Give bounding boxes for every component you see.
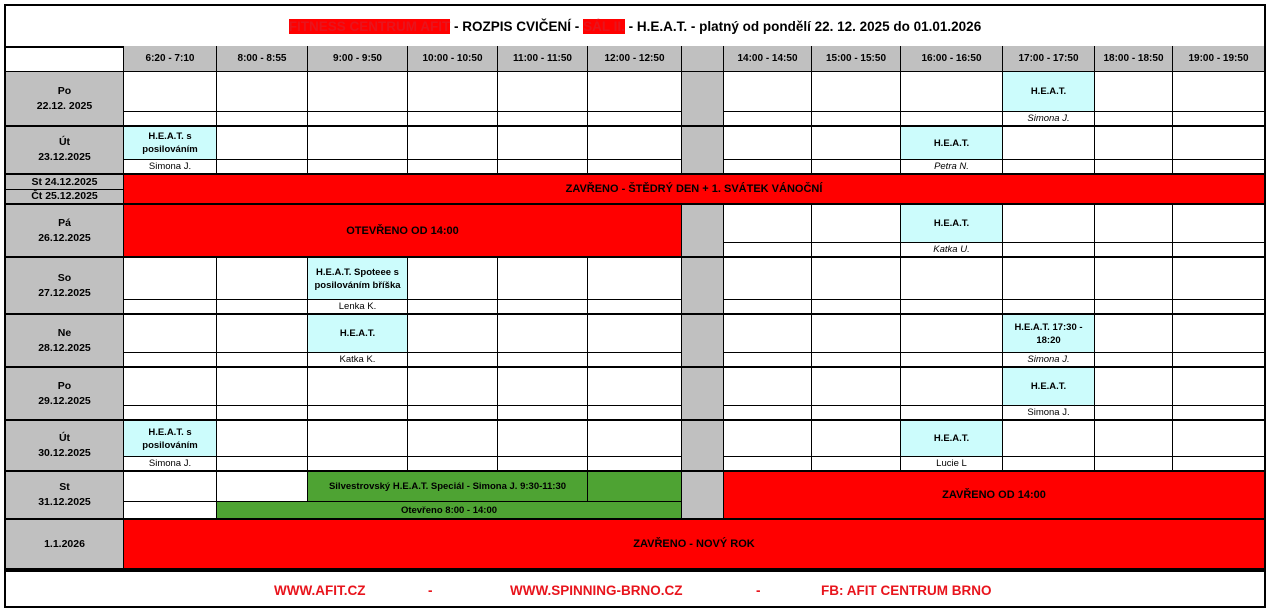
class-ut30b: H.E.A.T. bbox=[901, 421, 1003, 457]
slot-ut30 bbox=[308, 421, 408, 457]
slot-pa26 bbox=[1173, 205, 1264, 243]
slot-po29 bbox=[408, 368, 498, 406]
slot-po29 bbox=[217, 368, 308, 406]
day-date: 31.12.2025 bbox=[38, 496, 91, 508]
class-ut23a: H.E.A.T. s posilováním bbox=[124, 127, 217, 160]
slot-ut30 bbox=[588, 421, 682, 457]
time-header-9: 17:00 - 17:50 bbox=[1003, 46, 1095, 72]
time-header-11: 19:00 - 19:50 bbox=[1173, 46, 1264, 72]
day-date: 29.12.2025 bbox=[38, 394, 91, 407]
break-column bbox=[682, 472, 724, 520]
slot-ut23 bbox=[217, 127, 308, 160]
instructor-slot-po29 bbox=[408, 406, 498, 421]
day-ut23 bbox=[6, 127, 124, 175]
day-so27 bbox=[6, 258, 124, 315]
footer bbox=[6, 570, 1264, 608]
instructor-slot-ut23 bbox=[308, 160, 408, 175]
slot-pa26 bbox=[812, 205, 901, 243]
slot-po22 bbox=[1173, 72, 1264, 112]
instructor-slot-ne28 bbox=[124, 353, 217, 368]
instructor-slot-ut23 bbox=[1173, 160, 1264, 175]
instructor-slot-ne28 bbox=[724, 353, 812, 368]
instructor-slot-ut30 bbox=[498, 457, 588, 472]
instructor-slot-ut23 bbox=[1003, 160, 1095, 175]
slot-ut30 bbox=[408, 421, 498, 457]
instructor-slot-pa26 bbox=[724, 243, 812, 258]
instructor-slot-po22 bbox=[588, 112, 682, 127]
title-brand: FITNESS CENTRUM AFIT bbox=[288, 18, 451, 34]
slot-so27 bbox=[1003, 258, 1095, 300]
time-header-2: 9:00 - 9:50 bbox=[308, 46, 408, 72]
schedule-sheet bbox=[4, 4, 1266, 608]
slot-po22 bbox=[408, 72, 498, 112]
day-name: 1.1.2026 bbox=[44, 537, 85, 550]
instructor-slot-ut23 bbox=[498, 160, 588, 175]
slot-ut23 bbox=[588, 127, 682, 160]
instructor-slot-so27 bbox=[1173, 300, 1264, 315]
slot-st31 bbox=[124, 472, 217, 502]
day-date: 30.12.2025 bbox=[38, 446, 91, 459]
slot-ut30 bbox=[812, 421, 901, 457]
slot-po29 bbox=[308, 368, 408, 406]
instructor-slot-so27 bbox=[588, 300, 682, 315]
slot-ut23 bbox=[408, 127, 498, 160]
day-ct25 bbox=[6, 190, 124, 205]
break-column bbox=[682, 205, 724, 258]
day-1-1-2026 bbox=[6, 520, 124, 570]
slot-ut23 bbox=[812, 127, 901, 160]
slot-ut30 bbox=[498, 421, 588, 457]
slot-ut30 bbox=[724, 421, 812, 457]
instructor-slot-po22 bbox=[498, 112, 588, 127]
slot-ne28 bbox=[1173, 315, 1264, 353]
time-header-0: 6:20 - 7:10 bbox=[124, 46, 217, 72]
break-column bbox=[682, 258, 724, 315]
instructor-slot-so27 bbox=[812, 300, 901, 315]
instructor-slot-po22 bbox=[124, 112, 217, 127]
instructor-slot-pa26 bbox=[1003, 243, 1095, 258]
slot-po29 bbox=[901, 368, 1003, 406]
instructor-so27: Lenka K. bbox=[308, 300, 408, 315]
day-po22 bbox=[6, 72, 124, 127]
instructor-slot-so27 bbox=[124, 300, 217, 315]
slot-ut23 bbox=[1173, 127, 1264, 160]
slot-po22 bbox=[812, 72, 901, 112]
instructor-slot-po29 bbox=[498, 406, 588, 421]
instructor-pa26: Katka U. bbox=[901, 243, 1003, 258]
instructor-slot-po29 bbox=[124, 406, 217, 421]
time-header-10: 18:00 - 18:50 bbox=[1095, 46, 1173, 72]
slot-ut23 bbox=[1095, 127, 1173, 160]
time-header-6: 14:00 - 14:50 bbox=[724, 46, 812, 72]
slot-po29 bbox=[1095, 368, 1173, 406]
instructor-slot-po22 bbox=[724, 112, 812, 127]
slot-so27 bbox=[1173, 258, 1264, 300]
time-header-4: 11:00 - 11:50 bbox=[498, 46, 588, 72]
title-hall: SÁL II. bbox=[583, 18, 625, 34]
instructor-ut23a: Simona J. bbox=[124, 160, 217, 175]
slot-st31 bbox=[124, 502, 217, 520]
day-name: St bbox=[59, 481, 70, 493]
slot-ut23 bbox=[308, 127, 408, 160]
day-name: Pá bbox=[58, 216, 71, 229]
instructor-slot-so27 bbox=[498, 300, 588, 315]
slot-po22 bbox=[901, 72, 1003, 112]
instructor-slot-so27 bbox=[1003, 300, 1095, 315]
instructor-slot-po22 bbox=[408, 112, 498, 127]
day-st31 bbox=[6, 472, 124, 520]
day-name: Ne bbox=[57, 326, 72, 339]
instructor-slot-ut30 bbox=[217, 457, 308, 472]
slot-ut30 bbox=[1003, 421, 1095, 457]
slot-po29 bbox=[588, 368, 682, 406]
instructor-slot-ut30 bbox=[1003, 457, 1095, 472]
slot-pa26 bbox=[1003, 205, 1095, 243]
instructor-ne28a: Katka K. bbox=[308, 353, 408, 368]
class-po29: H.E.A.T. bbox=[1003, 368, 1095, 406]
class-so27: H.E.A.T. Spoteee s posilováním bříška bbox=[308, 258, 408, 300]
slot-po29 bbox=[1173, 368, 1264, 406]
instructor-slot-po29 bbox=[901, 406, 1003, 421]
instructor-slot-so27 bbox=[724, 300, 812, 315]
time-header-8: 16:00 - 16:50 bbox=[901, 46, 1003, 72]
instructor-slot-ne28 bbox=[901, 353, 1003, 368]
slot-so27 bbox=[724, 258, 812, 300]
instructor-slot-ut30 bbox=[1173, 457, 1264, 472]
slot-ne28 bbox=[812, 315, 901, 353]
slot-po29 bbox=[124, 368, 217, 406]
instructor-slot-po22 bbox=[812, 112, 901, 127]
header-corner bbox=[6, 46, 124, 72]
day-po29 bbox=[6, 368, 124, 421]
break-column bbox=[682, 315, 724, 368]
slot-po29 bbox=[498, 368, 588, 406]
footer-link-afit[interactable]: WWW.AFIT.CZ bbox=[274, 582, 366, 598]
instructor-slot-ut30 bbox=[408, 457, 498, 472]
slot-ne28 bbox=[498, 315, 588, 353]
special-extension bbox=[588, 472, 682, 502]
slot-po22 bbox=[1095, 72, 1173, 112]
day-name: Út bbox=[58, 431, 71, 444]
instructor-slot-ut23 bbox=[1095, 160, 1173, 175]
notice-open-from-14: OTEVŘENO OD 14:00 bbox=[124, 205, 682, 258]
time-header-1: 8:00 - 8:55 bbox=[217, 46, 308, 72]
instructor-ut30b: Lucie L bbox=[901, 457, 1003, 472]
title-text-1: - ROZPIS CVIČENÍ - bbox=[450, 18, 584, 34]
instructor-slot-ut30 bbox=[812, 457, 901, 472]
instructor-slot-so27 bbox=[408, 300, 498, 315]
slot-ne28 bbox=[1095, 315, 1173, 353]
slot-po29 bbox=[812, 368, 901, 406]
day-name: Út bbox=[58, 136, 71, 148]
footer-separator: - bbox=[756, 582, 761, 598]
slot-so27 bbox=[812, 258, 901, 300]
break-column bbox=[682, 72, 724, 127]
instructor-slot-ut23 bbox=[408, 160, 498, 175]
instructor-slot-ut23 bbox=[588, 160, 682, 175]
notice-closed-new-year: ZAVŘENO - NOVÝ ROK bbox=[124, 520, 1264, 570]
instructor-slot-ut30 bbox=[724, 457, 812, 472]
class-pa26: H.E.A.T. bbox=[901, 205, 1003, 243]
instructor-slot-po22 bbox=[217, 112, 308, 127]
break-column bbox=[682, 127, 724, 175]
notice-closed-from-14: ZAVŘENO OD 14:00 bbox=[724, 472, 1264, 520]
instructor-slot-po29 bbox=[1095, 406, 1173, 421]
slot-pa26 bbox=[724, 205, 812, 243]
time-header-gap bbox=[682, 46, 724, 72]
time-header-3: 10:00 - 10:50 bbox=[408, 46, 498, 72]
slot-so27 bbox=[498, 258, 588, 300]
day-name: So bbox=[57, 271, 72, 284]
day-ne28 bbox=[6, 315, 124, 368]
instructor-slot-po29 bbox=[308, 406, 408, 421]
slot-ut30 bbox=[1095, 421, 1173, 457]
slot-ne28 bbox=[901, 315, 1003, 353]
instructor-slot-so27 bbox=[1095, 300, 1173, 315]
day-pa26 bbox=[6, 205, 124, 258]
instructor-slot-ut30 bbox=[1095, 457, 1173, 472]
instructor-ut30a: Simona J. bbox=[124, 457, 217, 472]
instructor-slot-pa26 bbox=[812, 243, 901, 258]
instructor-ut23b: Petra N. bbox=[901, 160, 1003, 175]
class-ut30a: H.E.A.T. s posilováním bbox=[124, 421, 217, 457]
break-column bbox=[682, 421, 724, 472]
slot-po29 bbox=[724, 368, 812, 406]
day-name: St 24.12.2025 bbox=[31, 175, 98, 188]
instructor-slot-po22 bbox=[1095, 112, 1173, 127]
slot-ut30 bbox=[1173, 421, 1264, 457]
footer-separator: - bbox=[428, 582, 433, 598]
slot-ne28 bbox=[217, 315, 308, 353]
slot-so27 bbox=[901, 258, 1003, 300]
notice-closed-christmas: ZAVŘENO - ŠTĚDRÝ DEN + 1. SVÁTEK VÁNOČNÍ bbox=[124, 175, 1264, 205]
day-date: 28.12.2025 bbox=[38, 341, 91, 354]
class-ne28b: H.E.A.T. 17:30 - 18:20 bbox=[1003, 315, 1095, 353]
instructor-ne28b: Simona J. bbox=[1003, 353, 1095, 368]
instructor-slot-ne28 bbox=[1095, 353, 1173, 368]
slot-ne28 bbox=[124, 315, 217, 353]
day-date: 22.12. 2025 bbox=[36, 99, 93, 112]
slot-po22 bbox=[217, 72, 308, 112]
instructor-slot-ut23 bbox=[724, 160, 812, 175]
slot-po22 bbox=[308, 72, 408, 112]
day-name: Po bbox=[57, 379, 72, 392]
day-ut30 bbox=[6, 421, 124, 472]
instructor-slot-ut30 bbox=[308, 457, 408, 472]
class-ut23b: H.E.A.T. bbox=[901, 127, 1003, 160]
page-title bbox=[6, 6, 1264, 48]
instructor-slot-po29 bbox=[812, 406, 901, 421]
slot-ne28 bbox=[408, 315, 498, 353]
slot-ut30 bbox=[217, 421, 308, 457]
instructor-slot-pa26 bbox=[1173, 243, 1264, 258]
class-st31-special: Silvestrovský H.E.A.T. Speciál - Simona J. 9:30-11:30 bbox=[308, 472, 588, 502]
time-header-5: 12:00 - 12:50 bbox=[588, 46, 682, 72]
slot-so27 bbox=[588, 258, 682, 300]
instructor-slot-po29 bbox=[588, 406, 682, 421]
slot-so27 bbox=[408, 258, 498, 300]
instructor-slot-po29 bbox=[217, 406, 308, 421]
notice-open-8-14: Otevřeno 8:00 - 14:00 bbox=[217, 502, 682, 520]
slot-so27 bbox=[217, 258, 308, 300]
day-date: 23.12.2025 bbox=[38, 151, 91, 163]
instructor-slot-po29 bbox=[724, 406, 812, 421]
slot-ut23 bbox=[498, 127, 588, 160]
instructor-slot-po29 bbox=[1173, 406, 1264, 421]
slot-po22 bbox=[498, 72, 588, 112]
instructor-slot-ne28 bbox=[1173, 353, 1264, 368]
instructor-slot-ut23 bbox=[217, 160, 308, 175]
day-date: 27.12.2025 bbox=[38, 286, 91, 299]
instructor-slot-ut30 bbox=[588, 457, 682, 472]
instructor-po29: Simona J. bbox=[1003, 406, 1095, 421]
instructor-po22: Simona J. bbox=[1003, 112, 1095, 127]
instructor-slot-ne28 bbox=[408, 353, 498, 368]
slot-ne28 bbox=[724, 315, 812, 353]
footer-link-spinning[interactable]: WWW.SPINNING-BRNO.CZ bbox=[510, 582, 683, 598]
instructor-slot-ne28 bbox=[217, 353, 308, 368]
instructor-slot-so27 bbox=[901, 300, 1003, 315]
instructor-slot-ne28 bbox=[812, 353, 901, 368]
slot-st31 bbox=[217, 472, 308, 502]
title-text-2: - H.E.A.T. - platný od pondělí 22. 12. 2025 do 01.01.2026 bbox=[624, 18, 982, 34]
slot-ut23 bbox=[1003, 127, 1095, 160]
slot-po22 bbox=[588, 72, 682, 112]
slot-po22 bbox=[724, 72, 812, 112]
day-st24 bbox=[6, 175, 124, 190]
instructor-slot-pa26 bbox=[1095, 243, 1173, 258]
instructor-slot-ne28 bbox=[498, 353, 588, 368]
slot-po22 bbox=[124, 72, 217, 112]
instructor-slot-so27 bbox=[217, 300, 308, 315]
day-name: Čt 25.12.2025 bbox=[31, 190, 98, 202]
instructor-slot-ut23 bbox=[812, 160, 901, 175]
class-ne28a: H.E.A.T. bbox=[308, 315, 408, 353]
instructor-slot-po22 bbox=[901, 112, 1003, 127]
instructor-slot-po22 bbox=[308, 112, 408, 127]
instructor-slot-po22 bbox=[1173, 112, 1264, 127]
instructor-slot-ne28 bbox=[588, 353, 682, 368]
day-date: 26.12.2025 bbox=[38, 231, 91, 244]
time-header-7: 15:00 - 15:50 bbox=[812, 46, 901, 72]
slot-ut23 bbox=[724, 127, 812, 160]
class-po22: H.E.A.T. bbox=[1003, 72, 1095, 112]
slot-so27 bbox=[1095, 258, 1173, 300]
footer-facebook[interactable]: FB: AFIT CENTRUM BRNO bbox=[821, 582, 992, 598]
day-name: Po bbox=[57, 84, 72, 97]
slot-pa26 bbox=[1095, 205, 1173, 243]
break-column bbox=[682, 368, 724, 421]
slot-ne28 bbox=[588, 315, 682, 353]
slot-so27 bbox=[124, 258, 217, 300]
